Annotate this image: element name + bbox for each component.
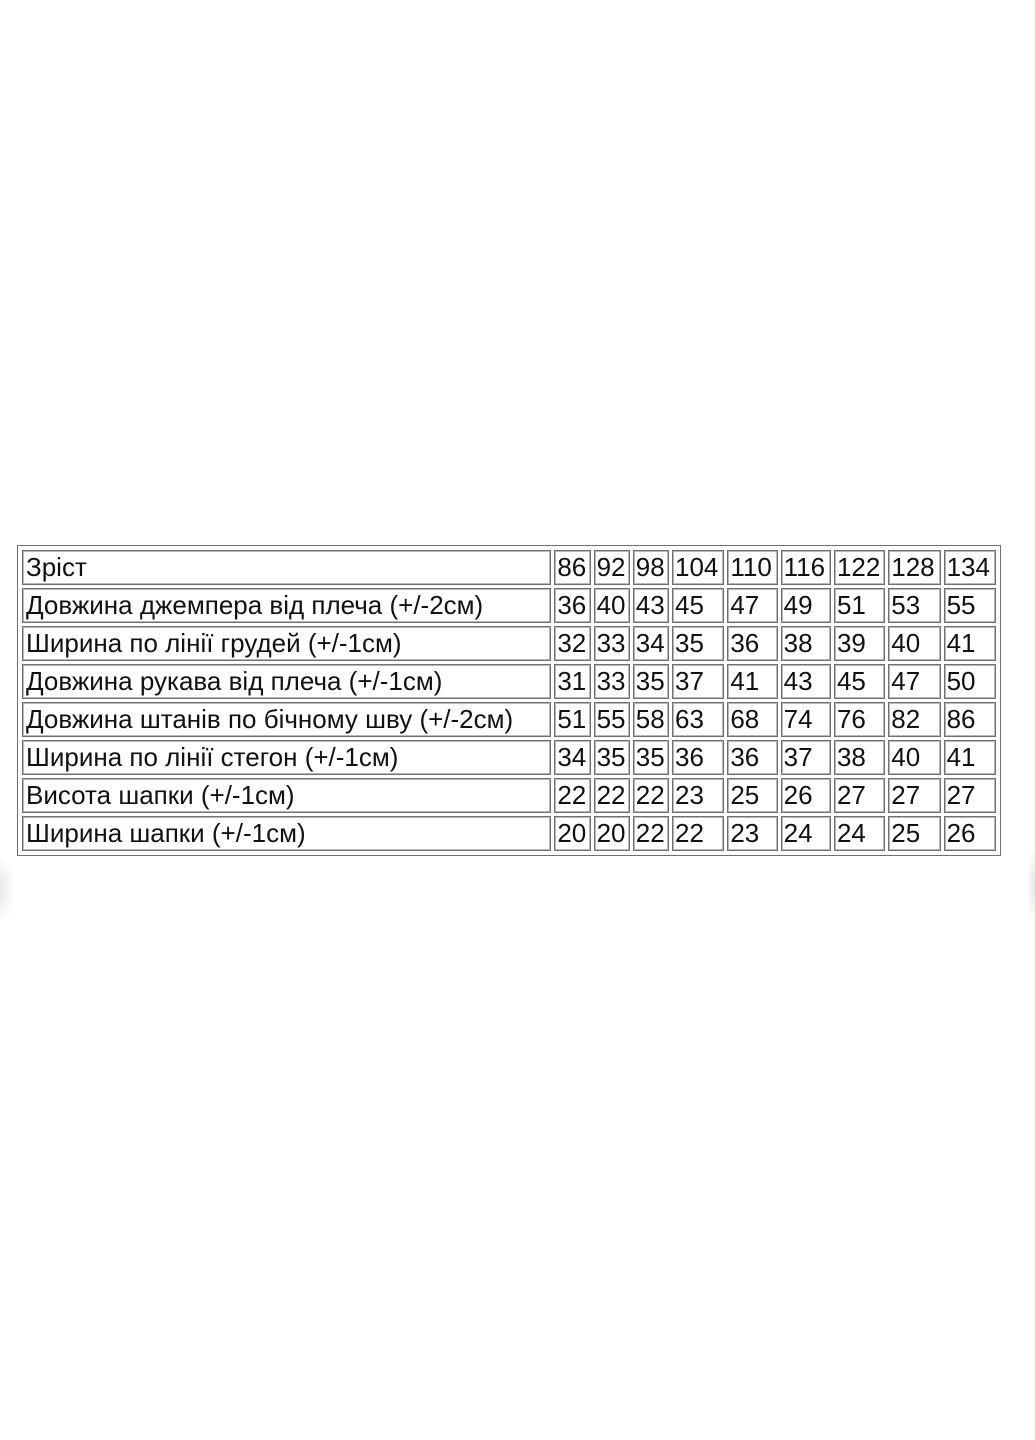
value-cell: 37 (781, 740, 831, 775)
value-cell: 53 (888, 588, 940, 623)
table-row (22, 816, 996, 851)
table-row (22, 702, 996, 737)
row-label-cell: Довжина штанів по бічному шву (+/-2см) (22, 702, 551, 737)
value-cell: 40 (888, 740, 940, 775)
header-size-cell: 98 (633, 550, 669, 585)
edge-shadow-left (0, 860, 14, 920)
value-cell: 68 (727, 702, 777, 737)
row-label-cell: Ширина по лінії стегон (+/-1см) (22, 740, 551, 775)
value-cell: 47 (727, 588, 777, 623)
value-cell: 43 (633, 588, 669, 623)
row-label-cell: Довжина джемпера від плеча (+/-2см) (22, 588, 551, 623)
edge-shadow-right (1027, 850, 1035, 920)
table-row (22, 778, 996, 813)
value-cell: 41 (727, 664, 777, 699)
value-cell: 39 (834, 626, 885, 661)
header-size-cell: 116 (781, 550, 831, 585)
row-label-cell: Ширина шапки (+/-1см) (22, 816, 551, 851)
value-cell: 23 (727, 816, 777, 851)
value-cell: 22 (672, 816, 724, 851)
value-cell: 55 (944, 588, 996, 623)
value-cell: 32 (554, 626, 590, 661)
value-cell: 50 (944, 664, 996, 699)
value-cell: 34 (633, 626, 669, 661)
value-cell: 49 (781, 588, 831, 623)
value-cell: 45 (672, 588, 724, 623)
table-row (22, 588, 996, 623)
header-size-cell: 86 (554, 550, 590, 585)
header-size-cell: 110 (727, 550, 777, 585)
value-cell: 37 (672, 664, 724, 699)
value-cell: 33 (594, 664, 630, 699)
value-cell: 22 (554, 778, 590, 813)
header-size-cell: 134 (944, 550, 996, 585)
header-label-cell: Зріст (22, 550, 551, 585)
value-cell: 36 (727, 740, 777, 775)
value-cell: 33 (594, 626, 630, 661)
value-cell: 76 (834, 702, 885, 737)
value-cell: 38 (781, 626, 831, 661)
value-cell: 35 (594, 740, 630, 775)
value-cell: 36 (672, 740, 724, 775)
value-cell: 51 (554, 702, 590, 737)
value-cell: 22 (633, 816, 669, 851)
value-cell: 41 (944, 740, 996, 775)
value-cell: 35 (633, 664, 669, 699)
value-cell: 20 (554, 816, 590, 851)
table-header-row (22, 550, 996, 585)
value-cell: 25 (727, 778, 777, 813)
row-label-cell: Довжина рукава від плеча (+/-1см) (22, 664, 551, 699)
value-cell: 58 (633, 702, 669, 737)
value-cell: 45 (834, 664, 885, 699)
value-cell: 40 (888, 626, 940, 661)
value-cell: 34 (554, 740, 590, 775)
value-cell: 22 (594, 778, 630, 813)
value-cell: 31 (554, 664, 590, 699)
value-cell: 24 (834, 816, 885, 851)
row-label-cell: Ширина по лінії грудей (+/-1см) (22, 626, 551, 661)
header-size-cell: 104 (672, 550, 724, 585)
value-cell: 27 (834, 778, 885, 813)
value-cell: 22 (633, 778, 669, 813)
value-cell: 27 (944, 778, 996, 813)
table-row (22, 740, 996, 775)
value-cell: 47 (888, 664, 940, 699)
value-cell: 43 (781, 664, 831, 699)
header-size-cell: 122 (834, 550, 885, 585)
value-cell: 36 (554, 588, 590, 623)
size-chart-table-frame (17, 545, 1001, 856)
value-cell: 63 (672, 702, 724, 737)
header-size-cell: 128 (888, 550, 940, 585)
value-cell: 25 (888, 816, 940, 851)
value-cell: 41 (944, 626, 996, 661)
value-cell: 40 (594, 588, 630, 623)
header-size-cell: 92 (594, 550, 630, 585)
value-cell: 35 (672, 626, 724, 661)
value-cell: 38 (834, 740, 885, 775)
value-cell: 35 (633, 740, 669, 775)
size-chart-table (19, 547, 999, 854)
value-cell: 24 (781, 816, 831, 851)
value-cell: 86 (944, 702, 996, 737)
value-cell: 82 (888, 702, 940, 737)
row-label-cell: Висота шапки (+/-1см) (22, 778, 551, 813)
value-cell: 51 (834, 588, 885, 623)
table-row (22, 664, 996, 699)
table-row (22, 626, 996, 661)
value-cell: 36 (727, 626, 777, 661)
value-cell: 27 (888, 778, 940, 813)
value-cell: 20 (594, 816, 630, 851)
value-cell: 26 (781, 778, 831, 813)
value-cell: 74 (781, 702, 831, 737)
value-cell: 55 (594, 702, 630, 737)
value-cell: 26 (944, 816, 996, 851)
value-cell: 23 (672, 778, 724, 813)
